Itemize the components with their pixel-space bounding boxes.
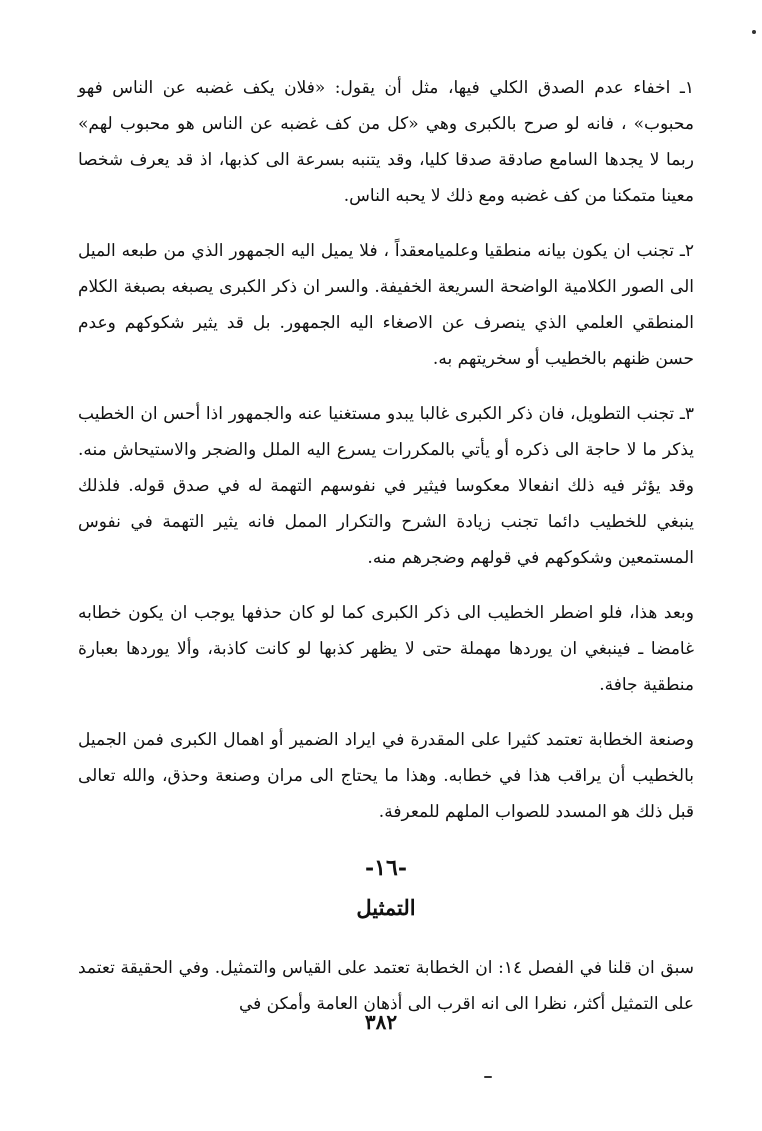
page-number: ٣٨٢	[364, 1010, 398, 1034]
scan-speck	[752, 30, 756, 34]
section-paragraph: سبق ان قلنا في الفصل ١٤: ان الخطابة تعتمد على القياس والتمثيل. وفي الحقيقة تعتمد على التمثيل أكثر، نظرا الى انه اقرب الى أذهان العامة وأمكن في	[78, 958, 694, 1014]
paragraph-after-points: وبعد هذا، فلو اضطر الخطيب الى ذكر الكبرى كما لو كان حذفها يوجب ان يكون خطابه غامضا ـ فينبغي ان يوردها مهملة حتى لا يظهر كذبها لو كانت كاذبة، وألا يوردها بعبارة منطقية جافة.	[78, 603, 694, 695]
scan-speck	[484, 1076, 492, 1078]
section-number: -١٦-	[365, 855, 407, 881]
paragraph-conclusion: وصنعة الخطابة تعتمد كثيرا على المقدرة في ايراد الضمير أو اهمال الكبرى فمن الجميل بالخطيب أن يراقب هذا في خطابه. وهذا ما يحتاج الى مران وصنعة وحذق، والله تعالى قبل ذلك هو المسدد للصواب الملهم للمعرفة.	[78, 730, 694, 822]
page-body	[78, 70, 694, 1041]
section-title: التمثيل	[356, 895, 416, 920]
paragraph-point-3: ٣ـ تجنب التطويل، فان ذكر الكبرى غالبا يبدو مستغنيا عنه والجمهور اذا أحس ان الخطيب يذكر ما لا حاجة الى ذكره أو يأتي بالمكررات يسرع اليه الملل والضجر والاستيحاش منه. وقد يؤثر فيه ذلك انفعالا معكوسا فيثير في نفوسهم التهمة له في صدق قوله. فلذلك ينبغي للخطيب دائما تجنب زيادة الشرح والتكرار الممل فانه يثير التهمة في نفوس المستمعين وشكوكهم في قولهم وضجرهم منه.	[78, 404, 694, 568]
paragraph-point-1: ١ـ اخفاء عدم الصدق الكلي فيها، مثل أن يقول: «فلان يكف غضبه عن الناس فهو محبوب» ، فانه لو صرح بالكبرى وهي «كل من كف غضبه عن الناس هو محبوب لهم» ربما لا يجدها السامع صادقة صدقا كليا، وقد يتنبه بسرعة الى كذبها، اذ قد يعرف شخصا معينا متمكنا من كف غضبه ومع ذلك لا يحبه الناس.	[78, 78, 694, 206]
paragraph-point-2: ٢ـ تجنب ان يكون بيانه منطقيا وعلميامعقداً ، فلا يميل اليه الجمهور الذي من طبعه الميل الى الصور الكلامية الواضحة السريعة الخفيفة. والسر ان ذكر الكبرى يصبغه بصبغة الكلام المنطقي العلمي الذي ينصرف عن الاصغاء اليه الجمهور. بل قد يثير شكوكهم وعدم حسن ظنهم بالخطيب أو سخريتهم به.	[78, 241, 694, 369]
